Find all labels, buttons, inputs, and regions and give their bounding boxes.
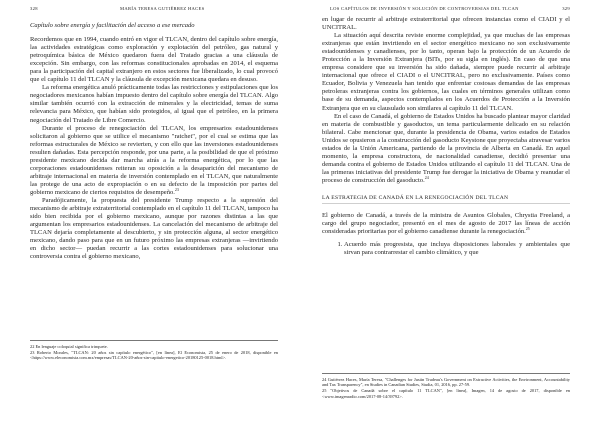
left-paragraph-4: Paradójicamente, la propuesta del presidente Trump respecto a la supresión del mecanismo de arbitraje extraterritorial contemplado en el capítulo 11 del TLCAN, tampoco ha sido bien recibida por el gobierno mexicano, aunque por razones distintas a las que argumentan los empresarios estadounidenses. La cancelación del mecanismo de arbitraje del TLCAN dejaría completamente al descubierto, y sin protección alguna, al sector energético mexicano, dando paso para que en un futuro próximo las empresas extranjeras —invirtiendo en dicho sector— puedan recurrir a las cortes estadounidenses para solucionar una controversia contra el gobierno mexicano,	[30, 196, 278, 261]
left-paragraph-3	[30, 125, 278, 197]
footnote-25: 25 "Objetivos de Canadá sobre el capítulo 11 TLCAN", [en línea], Imagen, 14 de agosto de 2017, disponible en <www.imagenradio.com/2017-08-14/39792>.	[322, 388, 570, 399]
section-heading: LA ESTRATEGIA DE CANADÁ EN LA RENEGOCIACIÓN DEL TLCAN	[322, 195, 570, 204]
right-page-number: 329	[562, 6, 570, 11]
footnote-24: 24 Gutiérrez Haces, María Teresa, "Challenges for Justin Trudeau's Government on Extractive Activities, the Environment, Accountability and Tax Transparency", en Studies in Canadian Studies, Studia, 01, 2016, pp. 27-59.	[322, 377, 570, 388]
left-subtitle: Capítulo sobre energía y facilitación del acceso a ese mercado	[30, 22, 195, 29]
right-paragraph-2: La situación aquí descrita reviste enorme complejidad, ya que muchas de las empresas extranjeras que están invirtiendo en el sector energético mexicano no son exclusivamente estadounidenses y canadienses, por lo tanto, operan bajo la protección de un Acuerdo de Protección a la Inversión Extranjera (BITs, por su sigla en inglés). En caso de que una empresa considere que su inversión ha sido dañada, siempre puede recurrir al arbitraje internacional que ofrece el CIADI o el UNCITRAL, pero no exclusivamente. Países como Ecuador, Bolivia y Venezuela han tenido que enfrentar costosas demandas de las empresas petroleras extranjeras contra los gobiernos, las cuales en términos generales utilizan como base de su demanda, aspectos contemplados en los Acuerdos de Protección a la Inversión Extranjera que en su clausulado son similares al capítulo 11 del TLCAN.	[322, 32, 570, 112]
footnote-ref-25: 25	[525, 225, 530, 231]
right-running-header: LOS CAPÍTULOS DE INVERSIÓN Y SOLUCIÓN DE CONTROVERSIAS DEL TLCAN	[330, 6, 519, 11]
footnote-ref-23: 23	[174, 186, 179, 192]
left-page-body	[30, 16, 278, 261]
left-paragraph-3-text: Durante el proceso de renegociación del TLCAN, los empresarios estadounidenses solicitaron al gobierno que se utilice el mecanismo "ratchet", por el cual se estima que las reformas estructurales de México se revierten, y con ello que las inversiones estadounidenses resulten dañadas. Esta percepción responde, por una parte, a la posibilidad de que el próximo presidente mexicano decida dar marcha atrás a la reforma energética, por lo que las corporaciones estadounidenses reiteran su oposición a la desaparición del mecanismo de arbitraje internacional en materia de inversión contemplado en el TLCAN, que naturalmente las protege de una acto de expropiación o en su defecto de la imposición por partes del gobierno mexicano de ciertos requisitos de desempeño.	[30, 124, 278, 196]
right-page	[300, 0, 600, 431]
priority-list	[322, 241, 570, 257]
left-paragraph-2: La reforma energética anuló prácticamente todas las restricciones y estipulaciones que los negociadores mexicanos habían impuesto dentro del capítulo sobre energía del TLCAN. Algo similar también ocurrió con la extracción de minerales y la electricidad, temas de suma relevancia para México, que habían sido protegidos, al igual que el petróleo, en la primera negociación del Tratado de Libre Comercio.	[30, 84, 278, 124]
left-page-number: 328	[30, 6, 38, 11]
footnote-22: 22 En lenguaje coloquial significa trinquete.	[30, 344, 108, 349]
footnote-23: 23 Roberto Morales, "TLCAN: 20 años sin capítulo energético", [en línea], El Economista, 25 de enero de 2018, disponible en <https://www.eleconomista.com.mx/empresas/TLCAN-20-años-sin-capitulo-energetico-20180125-0018.html>.	[30, 350, 278, 361]
section-paragraph-text: El gobierno de Canadá, a través de la ministra de Asuntos Globales, Chrystia Freeland, a cargo del grupo negociador, presentó en el mes de agosto de 2017 las líneas de acción consideradas prioritarias por el gobierno canadiense durante la renegociación.	[322, 211, 570, 236]
right-paragraph-3	[322, 113, 570, 185]
right-page-body	[322, 16, 570, 257]
left-running-header: MARÍA TERESA GUTIÉRREZ HACES	[120, 6, 205, 11]
list-item: 1. Acuerdo más progresista, que incluya disposiciones laborales y ambientales que sirvan para contrarrestar el cambio climático, y que	[344, 241, 570, 257]
right-footnotes	[322, 373, 570, 400]
right-paragraph-3-text: En el caso de Canadá, el gobierno de Estados Unidos ha buscado plantear mayor claridad en materia de combustible y gasoductos, un tema particularmente delicado en su relación bilateral. Cabe mencionar que, durante la presidencia de Obama, varios estados de Estados Unidos se opusieron a la construcción del gasoducto Keystone que proyectaba atravesar varios estados de la Unión Americana, partiendo de la provincia de Alberta en Canadá. En aquel momento, la empresa constructora, de nacionalidad canadiense, decidió presentar una demanda contra el gobierno de Estados Unidos utilizando el capítulo 11 del TLCAN. Una de las primeras iniciativas del presidente Trump fue derogar la iniciativa de Obama y reanudar el proceso de construcción del gasoducto.	[322, 112, 570, 184]
footnote-ref-24: 24	[424, 174, 429, 180]
left-footnotes	[30, 340, 278, 362]
section-paragraph	[322, 212, 570, 236]
right-paragraph-1: en lugar de recurrir al arbitraje extraterritorial que ofrecen instancias como el CIADI y el UNCITRAL.	[322, 16, 570, 32]
left-paragraph-1: Recordemos que en 1994, cuando entró en vigor el TLCAN, dentro del capítulo sobre energía, las actividades estratégicas como exploración y explotación del petróleo, gas natural y petroquímica básica de México quedaron fuera del Tratado gracias a una cláusula de excepción. Sin embargo, con las reformas constitucionales aprobadas en 2014, el esquema para la participación del capital extranjero en estos sectores fue liberalizado, lo cual provocó que el capítulo 11 del TLCAN y la cláusula de excepción mexicana quedara en desuso.	[30, 36, 278, 84]
